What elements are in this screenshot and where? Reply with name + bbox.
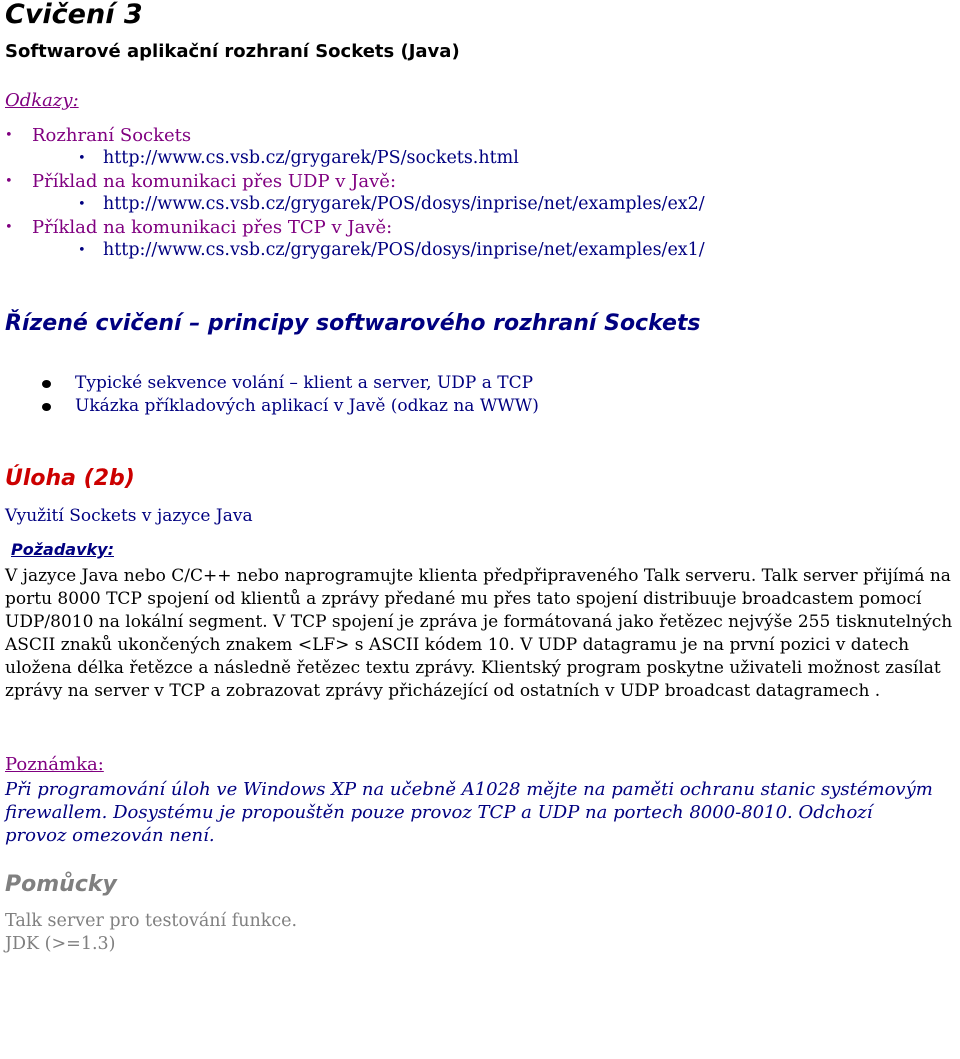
bullet-icon: • — [78, 197, 86, 212]
point-text: Ukázka příkladových aplikací v Javě (odkaz na WWW) — [75, 396, 539, 416]
link-url-tcp[interactable] — [5, 239, 955, 262]
link-url[interactable]: http://www.cs.vsb.cz/grygarek/PS/sockets.html — [103, 148, 519, 168]
page-title: Cvičení 3 — [5, 0, 143, 30]
link-label[interactable]: Příklad na komunikaci přes UDP v Javě: — [32, 171, 397, 192]
bullet-icon: • — [5, 220, 13, 235]
list-item: JDK (>=1.3) — [5, 934, 116, 954]
link-url-udp[interactable] — [5, 193, 955, 216]
list-item: Talk server pro testování funkce. — [5, 911, 298, 931]
guided-heading: Řízené cvičení – principy softwarového rozhraní Sockets — [5, 311, 701, 336]
links-list — [5, 124, 955, 262]
link-label[interactable]: Rozhraní Sockets — [32, 125, 192, 146]
bullet-icon — [42, 403, 51, 411]
link-item-sockets[interactable] — [5, 124, 955, 147]
guided-points — [5, 372, 539, 418]
task-subheading: Využití Sockets v jazyce Java — [5, 506, 253, 526]
link-item-udp[interactable] — [5, 170, 955, 193]
list-item — [5, 395, 539, 418]
bullet-icon: • — [5, 174, 13, 189]
note-text: Při programování úloh ve Windows XP na učebně A1028 mějte na paměti ochranu stanic systémovým firewallem. Dosystému je propouštěn pouze provoz TCP a UDP na portech 8000-8010. Odchozí provoz omezován není. — [5, 779, 933, 846]
point-text: Typické sekvence volání – klient a server, UDP a TCP — [75, 373, 534, 393]
note-label[interactable]: Poznámka: — [5, 754, 104, 775]
link-url[interactable]: http://www.cs.vsb.cz/grygarek/POS/dosys/inprise/net/examples/ex1/ — [103, 240, 705, 260]
bullet-icon — [42, 380, 51, 388]
link-label[interactable]: Příklad na komunikaci přes TCP v Javě: — [32, 217, 393, 238]
bullet-icon: • — [78, 243, 86, 258]
links-label[interactable]: Odkazy: — [5, 90, 79, 111]
page-subtitle: Softwarové aplikační rozhraní Sockets (Java) — [5, 41, 460, 62]
tools-list — [5, 910, 297, 956]
link-url-sockets[interactable] — [5, 147, 955, 170]
link-item-tcp[interactable] — [5, 216, 955, 239]
link-url[interactable]: http://www.cs.vsb.cz/grygarek/POS/dosys/inprise/net/examples/ex2/ — [103, 194, 705, 214]
bullet-icon: • — [78, 151, 86, 166]
task-description: V jazyce Java nebo C/C++ nebo naprogramujte klienta předpřipraveného Talk serveru. Talk server přijímá na portu 8000 TCP spojení od klientů a zprávy předané mu přes tato spojení distribuuje broadcastem pomocí UDP/8010 na lokální segment. V TCP spojení je zpráva je formátovaná jako řetězec nejvýše 255 tisknutelných ASCII znaků ukončených znakem <LF> s ASCII kódem 10. V UDP datagramu je na první pozici v datech uložena délka řetězce a následně řetězec textu zprávy. Klientský program poskytne uživateli možnost zasílat zprávy na server v TCP a zobrazovat zprávy přicházející od ostatních v UDP broadcast datagramech . — [5, 566, 953, 701]
task-heading: Úloha (2b) — [5, 466, 135, 491]
bullet-icon: • — [5, 128, 13, 143]
list-item — [5, 372, 539, 395]
requirements-label: Požadavky: — [11, 540, 114, 559]
tools-heading: Pomůcky — [5, 872, 117, 897]
